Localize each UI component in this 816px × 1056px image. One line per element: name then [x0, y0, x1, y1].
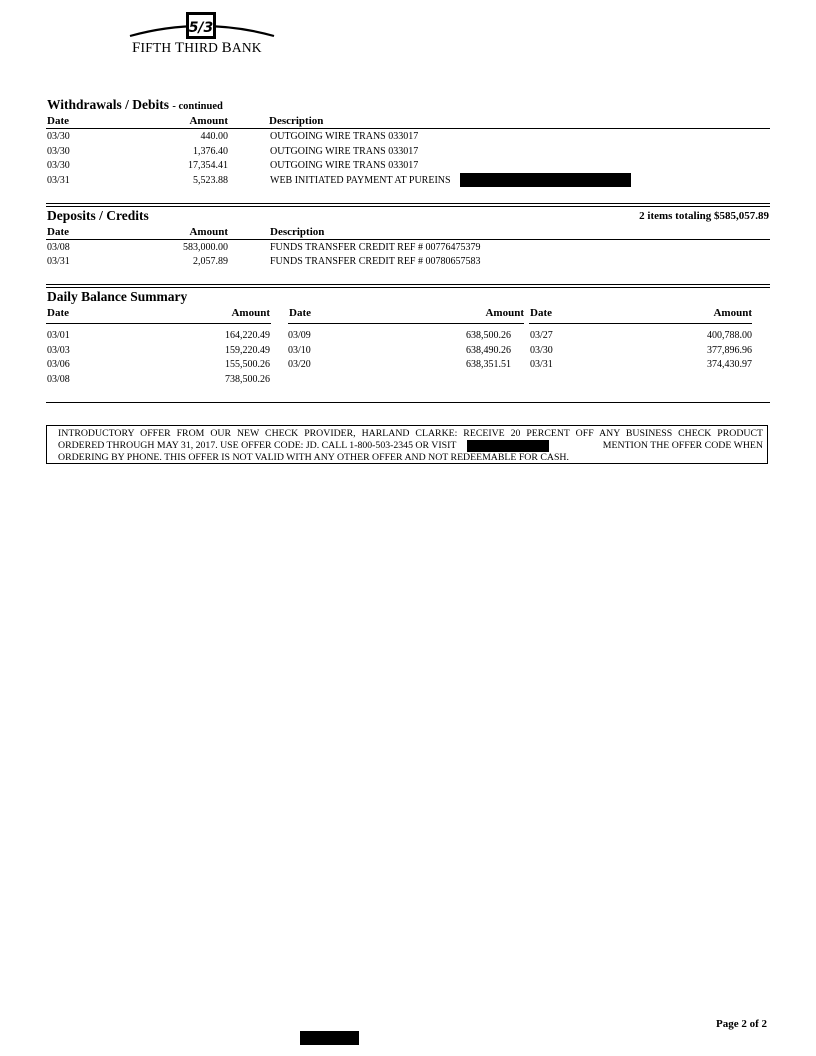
deposits-header-amount: Amount — [189, 226, 228, 238]
balance-header-date: Date — [530, 307, 552, 319]
balance-amount: 155,500.26 — [225, 359, 270, 370]
divider — [288, 323, 524, 324]
balance-amount: 374,430.97 — [707, 359, 752, 370]
balance-amount: 377,896.96 — [707, 345, 752, 356]
offer-line-2a: ORDERED THROUGH MAY 31, 2017. USE OFFER CODE: JD. CALL 1-800-503-2345 OR VISIT — [58, 440, 457, 451]
deposits-header-date: Date — [47, 226, 69, 238]
balance-header-amount: Amount — [231, 307, 270, 319]
divider — [46, 402, 770, 403]
table-row-description: FUNDS TRANSFER CREDIT REF # 00780657583 — [270, 256, 481, 267]
bank-logo — [128, 10, 276, 58]
daily-balance-title: Daily Balance Summary — [47, 289, 188, 304]
balance-date: 03/10 — [288, 345, 311, 356]
balance-amount: 638,500.26 — [466, 330, 511, 341]
balance-header-date: Date — [289, 307, 311, 319]
withdrawals-header-amount: Amount — [189, 115, 228, 127]
balance-amount: 738,500.26 — [225, 374, 270, 385]
offer-line-3: ORDERING BY PHONE. THIS OFFER IS NOT VALID WITH ANY OTHER OFFER AND NOT REDEEMABLE FOR CASH. — [58, 452, 569, 463]
table-row-date: 03/30 — [47, 131, 70, 142]
balance-date: 03/30 — [530, 345, 553, 356]
balance-date: 03/03 — [47, 345, 70, 356]
redaction-block — [460, 173, 631, 187]
balance-amount: 638,351.51 — [466, 359, 511, 370]
page-number: Page 2 of 2 — [715, 1018, 767, 1030]
balance-date: 03/01 — [47, 330, 70, 341]
logo-glyph: 5/3 — [188, 20, 214, 36]
withdrawals-header-date: Date — [47, 115, 69, 127]
balance-header-amount: Amount — [485, 307, 524, 319]
offer-line-2 — [58, 440, 763, 452]
table-row-amount: 17,354.41 — [188, 160, 228, 171]
bank-name: FIFTH THIRD BANK — [132, 40, 262, 56]
balance-amount: 638,490.26 — [466, 345, 511, 356]
balance-date: 03/08 — [47, 374, 70, 385]
balance-header-date: Date — [47, 307, 69, 319]
divider — [46, 323, 271, 324]
balance-date: 03/31 — [530, 359, 553, 370]
section-divider — [46, 284, 770, 288]
table-row-description: OUTGOING WIRE TRANS 033017 — [270, 131, 419, 142]
divider — [46, 128, 770, 129]
logo-mark-icon — [128, 10, 276, 42]
balance-header-amount: Amount — [713, 307, 752, 319]
balance-date: 03/20 — [288, 359, 311, 370]
redaction-block — [300, 1031, 359, 1045]
table-row-amount: 1,376.40 — [193, 146, 228, 157]
table-row-description: OUTGOING WIRE TRANS 033017 — [270, 160, 419, 171]
balance-amount: 400,788.00 — [707, 330, 752, 341]
table-row-date: 03/31 — [47, 256, 70, 267]
table-row-date: 03/08 — [47, 242, 70, 253]
divider — [46, 239, 770, 240]
balance-amount: 159,220.49 — [225, 345, 270, 356]
table-row-description: WEB INITIATED PAYMENT AT PUREINS — [270, 175, 451, 186]
divider — [529, 323, 752, 324]
deposits-summary: 2 items totaling $585,057.89 — [639, 210, 769, 222]
table-row-amount: 583,000.00 — [183, 242, 228, 253]
deposits-header-description: Description — [270, 226, 325, 238]
offer-box — [46, 425, 768, 464]
table-row-description: FUNDS TRANSFER CREDIT REF # 00776475379 — [270, 242, 481, 253]
balance-amount: 164,220.49 — [225, 330, 270, 341]
withdrawals-title: Withdrawals / Debits - continued — [47, 97, 223, 112]
table-row-description: OUTGOING WIRE TRANS 033017 — [270, 146, 419, 157]
table-row-date: 03/31 — [47, 175, 70, 186]
table-row-date: 03/30 — [47, 146, 70, 157]
table-row-amount: 5,523.88 — [193, 175, 228, 186]
withdrawals-header-description: Description — [269, 115, 324, 127]
table-row-date: 03/30 — [47, 160, 70, 171]
offer-line-1: INTRODUCTORY OFFER FROM OUR NEW CHECK PROVIDER, HARLAND CLARKE: RECEIVE 20 PERCENT OFF ANY BUSINESS CHECK PRODUCT — [58, 428, 763, 439]
offer-line-2b: MENTION THE OFFER CODE WHEN — [602, 440, 763, 451]
table-row-amount: 2,057.89 — [193, 256, 228, 267]
table-row-amount: 440.00 — [200, 131, 228, 142]
section-divider — [46, 203, 770, 207]
redaction-block — [467, 440, 549, 452]
deposits-title: Deposits / Credits — [47, 208, 149, 223]
balance-date: 03/09 — [288, 330, 311, 341]
balance-date: 03/27 — [530, 330, 553, 341]
balance-date: 03/06 — [47, 359, 70, 370]
